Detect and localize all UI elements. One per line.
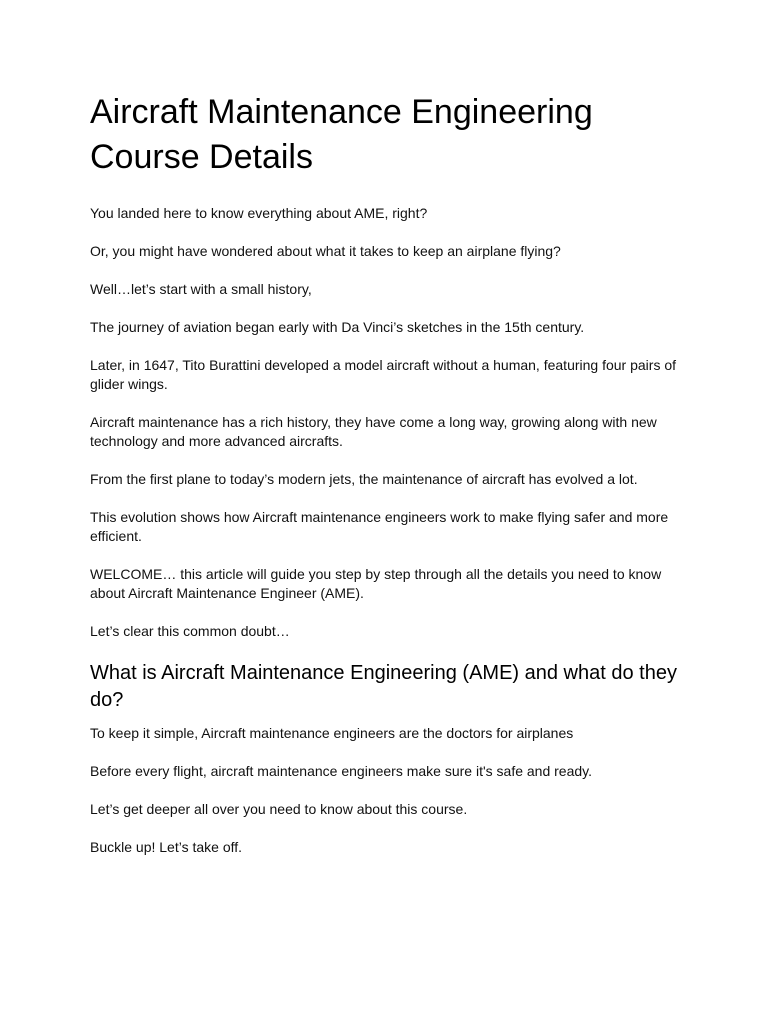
intro-paragraph: From the first plane to today’s modern jets, the maintenance of aircraft has evolved a lot. — [90, 471, 638, 487]
document-page — [90, 90, 680, 876]
section-heading: What is Aircraft Maintenance Engineering (AME) and what do they do? — [90, 662, 677, 711]
intro-paragraph: WELCOME… this article will guide you step by step through all the details you need to know about Aircraft Maintenance Engineer (AME). — [90, 566, 662, 601]
intro-paragraph: Aircraft maintenance has a rich history, they have come a long way, growing along with new technology and more advanced aircrafts. — [90, 414, 657, 449]
section-paragraph: To keep it simple, Aircraft maintenance engineers are the doctors for airplanes — [90, 725, 574, 741]
section-paragraph: Let’s get deeper all over you need to know about this course. — [90, 801, 468, 817]
page-title: Aircraft Maintenance Engineering Course Details — [90, 93, 593, 176]
intro-paragraph: This evolution shows how Aircraft maintenance engineers work to make flying safer and more efficient. — [90, 509, 669, 544]
intro-paragraph: The journey of aviation began early with Da Vinci’s sketches in the 15th century. — [90, 319, 585, 335]
section-paragraph: Buckle up! Let’s take off. — [90, 839, 243, 855]
intro-paragraph: Let’s clear this common doubt… — [90, 623, 290, 639]
intro-paragraph: Later, in 1647, Tito Burattini developed a model aircraft without a human, featuring four pairs of glider wings. — [90, 357, 677, 392]
intro-paragraph: You landed here to know everything about AME, right? — [90, 205, 428, 221]
intro-paragraph: Or, you might have wondered about what it takes to keep an airplane flying? — [90, 243, 561, 259]
section-paragraph: Before every flight, aircraft maintenance engineers make sure it's safe and ready. — [90, 763, 593, 779]
intro-paragraph: Well…let’s start with a small history, — [90, 281, 312, 297]
